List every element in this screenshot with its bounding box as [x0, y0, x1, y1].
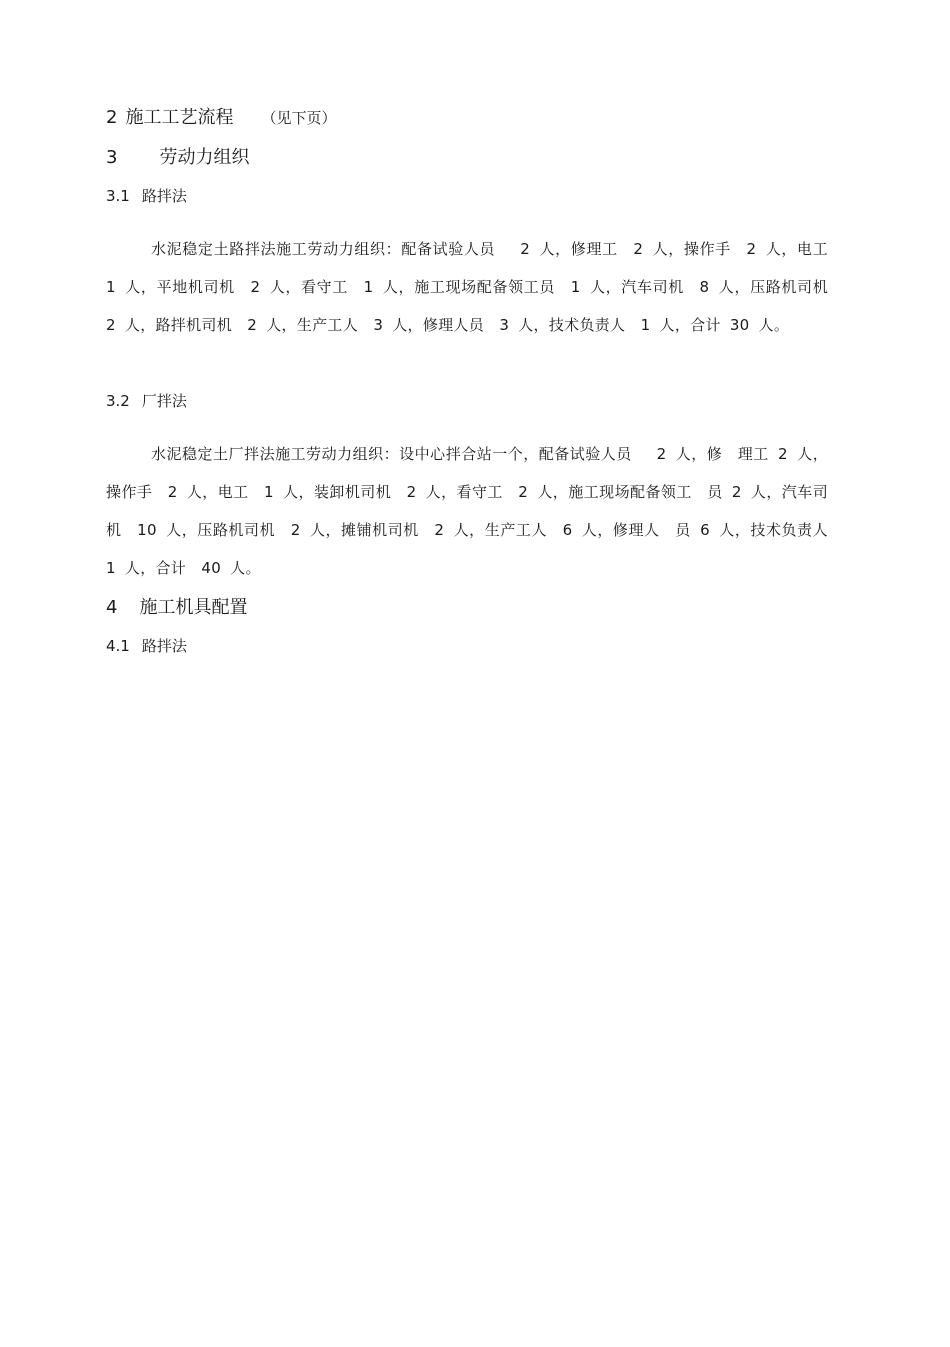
section-title: 路拌法: [141, 637, 187, 655]
section-title: 劳动力组织: [159, 147, 250, 168]
section-title: 施工工艺流程: [125, 107, 234, 128]
section-number: 3.2: [106, 392, 130, 410]
section-3-1-heading: [106, 186, 187, 206]
section-3-1-paragraph: 水泥稳定土路拌法施工劳动力组织：配备试验人员 2 人，修理工 2 人，操作手 2 人，电工 1 人，平地机司机 2 人，看守工 1 人，施工现场配备领工员 1 人，汽车司机 8 人，压路机司机 2 人，路拌机司机 2 人，生产工人 3 人，修理人员 3 人，技术负责人 1 人，合计 30 人。: [106, 240, 844, 334]
section-4-1-heading: [106, 636, 187, 656]
section-title: 厂拌法: [141, 392, 187, 410]
section-number: 2: [106, 107, 118, 128]
section-4-heading: [106, 596, 247, 620]
section-title: 施工机具配置: [139, 597, 248, 618]
section-2-heading: [106, 106, 336, 130]
section-number: 4: [106, 597, 118, 618]
section-number: 3: [106, 147, 118, 168]
section-3-2-paragraph: 水泥稳定土厂拌法施工劳动力组织：设中心拌合站一个，配备试验人员 2 人，修 理工 2 人，操作手 2 人，电工 1 人，装卸机司机 2 人，看守工 2 人，施工现场配备领工 员 2 人，汽车司机 10 人，压路机司机 2 人，摊铺机司机 2 人，生产工人 6 人，修理人 员 6 人，技术负责人 1 人，合计 40 人。: [106, 445, 844, 577]
section-title: 路拌法: [141, 187, 187, 205]
section-number: 3.1: [106, 187, 130, 205]
section-3-2-heading: [106, 391, 187, 411]
section-3-heading: [106, 146, 249, 170]
section-number: 4.1: [106, 637, 130, 655]
section-note: （见下页）: [261, 109, 337, 127]
